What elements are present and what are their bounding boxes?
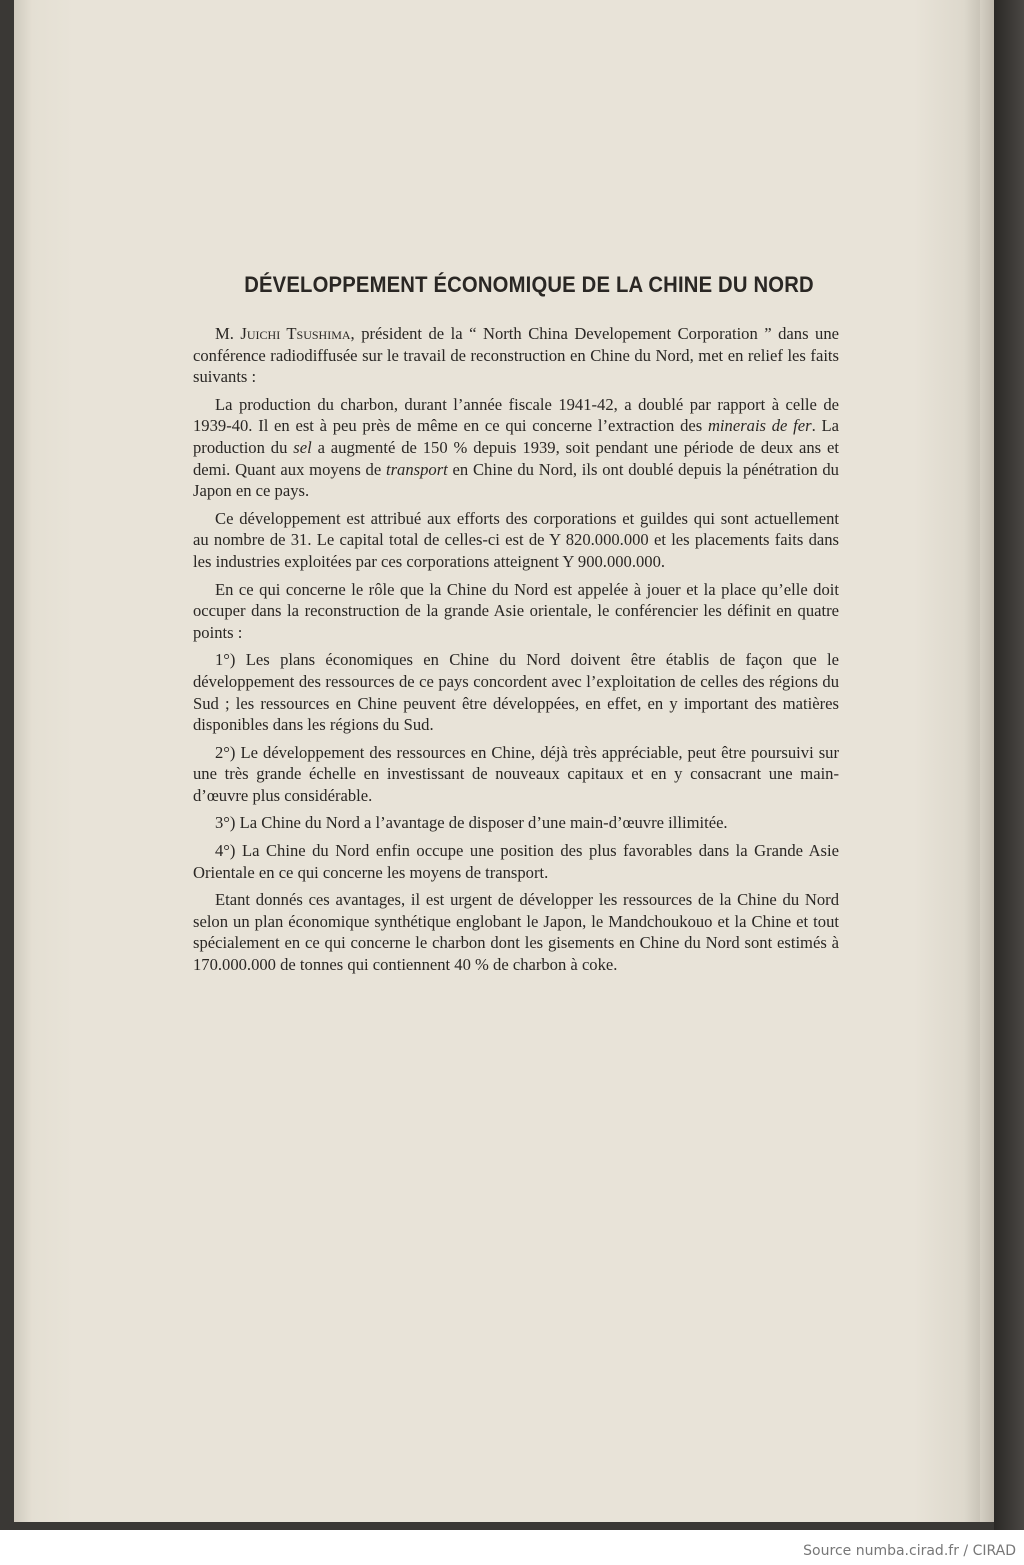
- italic-term: sel: [293, 437, 312, 457]
- text: en Chine du Nord, ils ont doublé depuis la pénétration du Japon en ce pays.: [193, 459, 839, 501]
- text: M.: [215, 324, 241, 343]
- point-1: 1°) Les plans économiques en Chine du Nord doivent être établis de façon que le développement des ressources de ce pays concordent avec l’exploitation de celles des régions du Sud ; les ressources en Chine peuvent être développées, en effet, en y important des matières disponibles dans les régions du Sud.: [193, 650, 839, 735]
- page-edge: [980, 0, 994, 1522]
- point-4: 4°) La Chine du Nord enfin occupe une position des plus favorables dans la Grande Asie Orientale en ce qui concerne les moyens de transport.: [193, 841, 839, 882]
- paragraph-4: En ce qui concerne le rôle que la Chine du Nord est appelée à jouer et la place qu’elle doit occuper dans la reconstruction de la grande Asie orientale, le conférencier les définit en quatre points :: [193, 579, 839, 642]
- italic-term: minerais de fer: [707, 416, 812, 436]
- paragraph-2: [193, 394, 839, 502]
- paragraph-1: [193, 323, 839, 388]
- point-3: 3°) La Chine du Nord a l’avantage de disposer d’une main-d’œuvre illimitée.: [215, 813, 728, 833]
- text: . La production du: [193, 416, 839, 457]
- article-title: DÉVELOPPEMENT ÉCONOMIQUE DE LA CHINE DU NORD: [244, 272, 814, 297]
- book-binding: [994, 0, 1024, 1530]
- point-2: 2°) Le développement des ressources en Chine, déjà très appréciable, peut être poursuivi sur une très grande échelle en investissant de nouveaux capitaux et en y consacrant une main-d’œuvre plus considérable.: [193, 742, 839, 805]
- text: a augmenté de 150 % depuis 1939, soit pendant une période de deux ans et demi. Quant aux moyens de: [193, 437, 839, 479]
- article-body: [193, 323, 839, 982]
- text: , président de la “ North China Developement Corporation ” dans une conférence radiodiffusée sur le travail de reconstruction en Chine du Nord, met en relief les faits suivants :: [193, 324, 839, 387]
- paragraph-conclusion: Etant donnés ces avantages, il est urgent de développer les ressources de la Chine du Nord selon un plan économique synthétique englobant le Japon, le Mandchoukouo et la Chine et tout spécialement en ce qui concerne le charbon dont les gisements en Chine du Nord sont estimés à 170.000.000 de tonnes qui contiennent 40 % de charbon à coke.: [193, 890, 839, 975]
- paragraph-3: Ce développement est attribué aux efforts des corporations et guildes qui sont actuellement au nombre de 31. Le capital total de celles-ci est de Y 820.000.000 et les placements faits dans les industries exploitées par ces corporations atteignent Y 900.000.000.: [193, 508, 839, 571]
- author-name: Juichi Tsushima: [240, 324, 351, 343]
- source-credit: Source numba.cirad.fr / CIRAD: [803, 1543, 1016, 1559]
- italic-term: transport: [385, 459, 448, 479]
- text: La production du charbon, durant l’année fiscale 1941-42, a doublé par rapport à celle de 1939-40. Il en est à peu près de même en ce qui concerne l’extraction des: [193, 394, 839, 436]
